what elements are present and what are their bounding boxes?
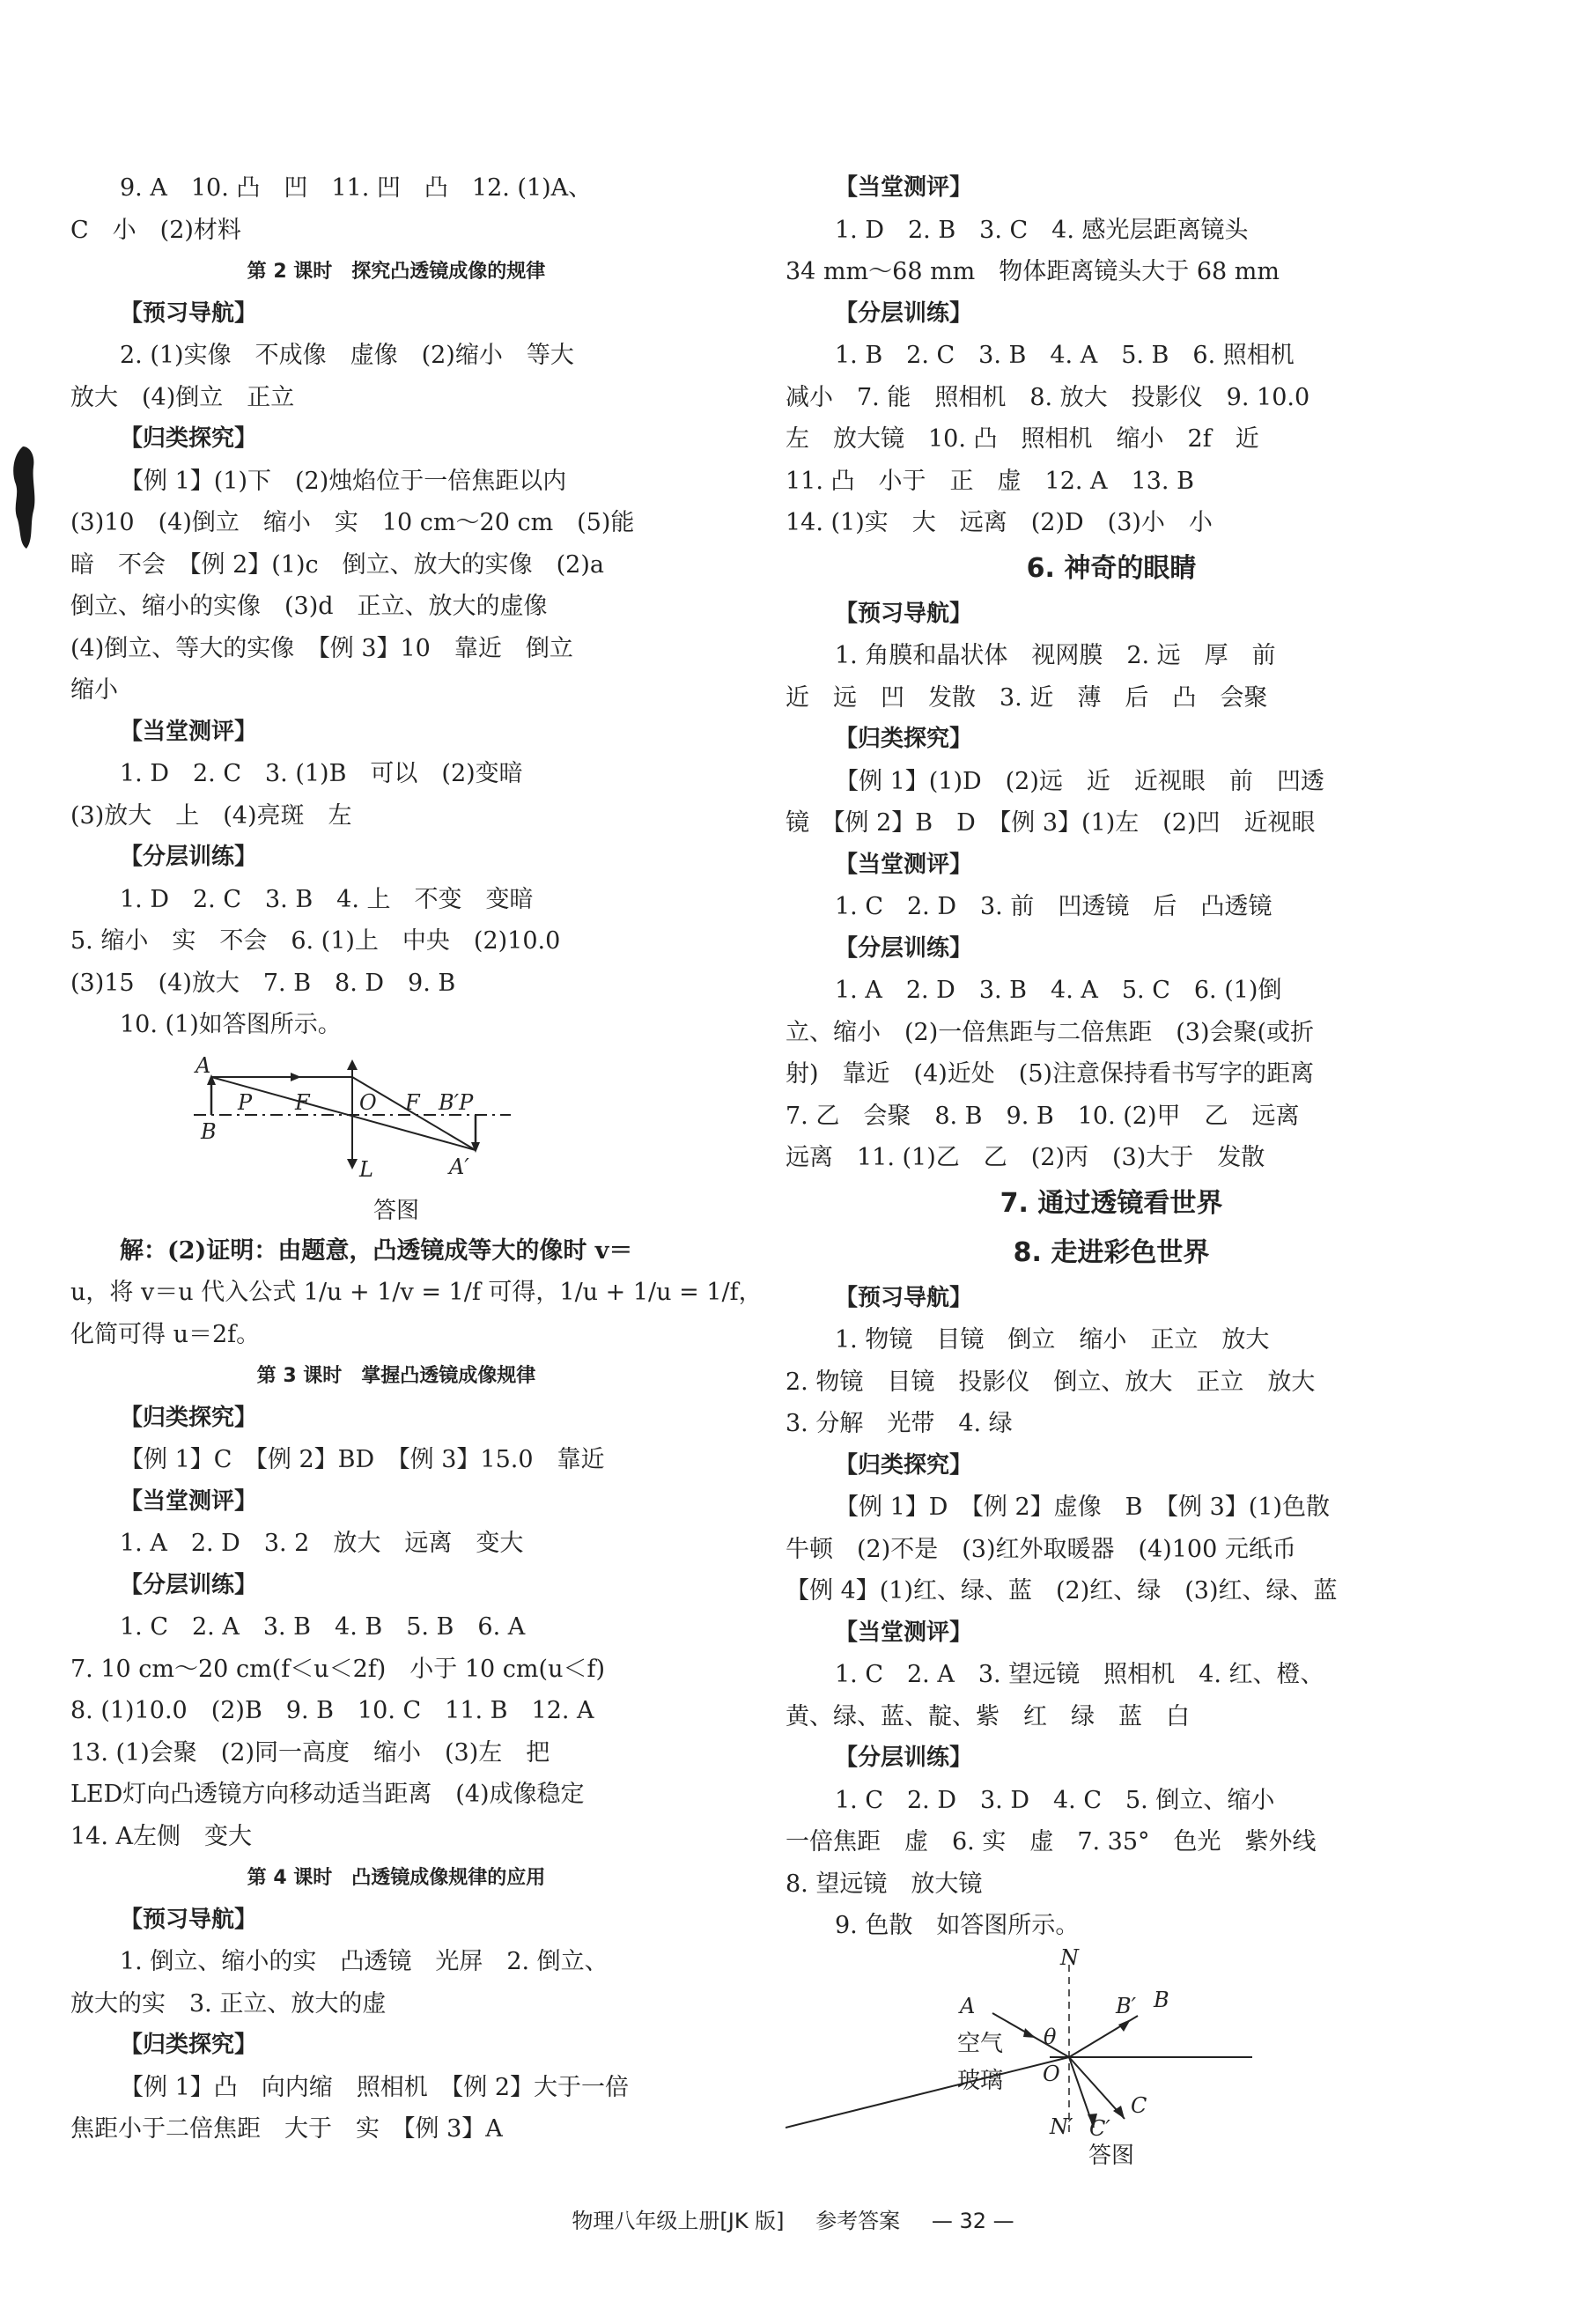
answer-line: 一倍焦距 虚 6. 实 虚 7. 35° 色光 紫外线	[786, 1828, 1317, 1856]
lesson-title: 第 2 课时 探究凸透镜成像的规律	[247, 261, 546, 283]
section-heading: 【预习导航】	[120, 1906, 258, 1933]
answer-line: C 小 (2)材料	[70, 216, 241, 244]
answer-line: 射) 靠近 (4)近处 (5)注意保持看书写字的距离	[786, 1060, 1315, 1088]
section-heading: 【分层训练】	[120, 1571, 258, 1598]
label-C-prime: C′	[1089, 2115, 1110, 2136]
section-heading: 【当堂测评】	[120, 1487, 258, 1515]
chapter-title: 8. 走进彩色世界	[1013, 1236, 1210, 1268]
answer-line: 牛顿 (2)不是 (3)红外取暖器 (4)100 元纸币	[786, 1535, 1296, 1563]
page-footer	[0, 2203, 1586, 2234]
answer-line: 暗 不会 【例 2】(1)c 倒立、放大的实像 (2)a	[70, 550, 604, 579]
figure-caption: 答图	[373, 1197, 419, 1224]
answer-line: 11. 凸 小于 正 虚 12. A 13. B	[786, 467, 1194, 495]
answer-line: 10. (1)如答图所示。	[120, 1011, 342, 1038]
answer-line: 减小 7. 能 照相机 8. 放大 投影仪 9. 10.0	[786, 383, 1310, 411]
section-heading: 【预习导航】	[120, 299, 258, 327]
section-heading: 【分层训练】	[835, 1745, 973, 1771]
chapter-title: 7. 通过透镜看世界	[1000, 1187, 1223, 1219]
footer-book-title: 物理八年级上册[JK 版]	[572, 2209, 785, 2233]
answer-line: 远离 11. (1)乙 乙 (2)丙 (3)大于 发散	[786, 1144, 1265, 1171]
answer-line: 7. 乙 会聚 8. B 9. B 10. (2)甲 乙 远离	[786, 1102, 1300, 1130]
answer-line: 黄、绿、蓝、靛、紫 红 绿 蓝 白	[786, 1702, 1190, 1730]
answer-line: (3)15 (4)放大 7. B 8. D 9. B	[70, 969, 456, 997]
answer-line: 1. D 2. C 3. B 4. 上 不变 变暗	[120, 885, 534, 913]
label-A: A	[195, 1052, 211, 1078]
section-heading: 【当堂测评】	[835, 174, 973, 201]
answer-line: 1. B 2. C 3. B 4. A 5. B 6. 照相机	[835, 342, 1295, 369]
section-heading: 【归类探究】	[120, 1404, 258, 1431]
label-N: N	[1060, 1946, 1079, 1970]
answer-line: 14. A左侧 变大	[70, 1822, 253, 1850]
answer-line: 近 远 凹 发散 3. 近 薄 后 凸 会聚	[786, 683, 1268, 712]
answer-line: 2. (1)实像 不成像 虚像 (2)缩小 等大	[120, 342, 574, 369]
refraction-dispersion-diagram	[786, 1947, 1437, 2136]
left-column	[70, 167, 763, 2151]
lesson-title: 第 4 课时 凸透镜成像规律的应用	[247, 1867, 546, 1889]
answer-line: 1. 倒立、缩小的实 凸透镜 光屏 2. 倒立、	[120, 1948, 609, 1975]
section-heading: 【预习导航】	[835, 1284, 973, 1311]
answer-line: 34 mm～68 mm 物体距离镜头大于 68 mm	[786, 258, 1280, 285]
label-theta: θ	[1044, 2024, 1057, 2049]
ink-smudge	[7, 445, 42, 550]
solution-line: u，将 v＝u 代入公式 1/u + 1/v = 1/f 可得，1/u + 1/u = 1/f，	[70, 1279, 763, 1306]
label-air: 空气	[957, 2030, 1004, 2057]
answer-line: 倒立、缩小的实像 (3)d 正立、放大的虚像	[70, 593, 548, 620]
footer-section: 参考答案	[815, 2209, 901, 2233]
answer-line: (3)放大 上 (4)亮斑 左	[70, 801, 352, 830]
answer-line: 5. 缩小 实 不会 6. (1)上 中央 (2)10.0	[70, 927, 561, 955]
label-A: A	[960, 1993, 976, 2018]
answer-line: LED灯向凸透镜方向移动适当距离 (4)成像稳定	[70, 1781, 585, 1808]
lesson-title: 第 3 课时 掌握凸透镜成像规律	[256, 1365, 536, 1387]
section-heading: 【归类探究】	[835, 726, 973, 752]
answer-line: 焦距小于二倍焦距 大于 实 【例 3】A	[70, 2115, 503, 2143]
section-heading: 【当堂测评】	[120, 718, 258, 745]
section-heading: 【分层训练】	[835, 299, 973, 327]
label-O: O	[1043, 2061, 1060, 2086]
answer-line: 1. A 2. D 3. 2 放大 远离 变大	[120, 1530, 524, 1557]
answer-line: 14. (1)实 大 远离 (2)D (3)小 小	[786, 509, 1213, 536]
answer-line: 3. 分解 光带 4. 绿	[786, 1410, 1013, 1437]
label-B: B	[201, 1118, 217, 1144]
answer-line: 【例 4】(1)红、绿、蓝 (2)红、绿 (3)红、绿、蓝	[786, 1577, 1338, 1605]
answer-line: 【例 1】凸 向内缩 照相机 【例 2】大于一倍	[120, 2073, 630, 2101]
answer-line: 9. 色散 如答图所示。	[835, 1912, 1080, 1939]
answer-line: 1. C 2. D 3. 前 凹透镜 后 凸透镜	[835, 893, 1272, 920]
answer-line: 1. C 2. A 3. 望远镜 照相机 4. 红、橙、	[835, 1661, 1324, 1688]
answer-line: 放大 (4)倒立 正立	[70, 383, 295, 411]
label-F-left: F	[295, 1089, 310, 1115]
section-heading: 【归类探究】	[120, 2032, 258, 2058]
section-heading: 【归类探究】	[835, 1451, 973, 1479]
answer-line: 2. 物镜 目镜 投影仪 倒立、放大 正立 放大	[786, 1368, 1316, 1396]
answer-line: 立、缩小 (2)一倍焦距与二倍焦距 (3)会聚(或折	[786, 1018, 1315, 1046]
figure-caption: 答图	[1088, 2142, 1134, 2169]
section-heading: 【当堂测评】	[835, 851, 973, 878]
label-O: O	[359, 1089, 377, 1115]
label-P: P	[238, 1089, 253, 1115]
answer-line: 【例 1】(1)D (2)远 近 近视眼 前 凹透	[835, 767, 1324, 795]
answer-line: 8. 望远镜 放大镜	[786, 1870, 983, 1898]
label-F-right: F	[405, 1089, 420, 1115]
answer-line: 【例 1】(1)下 (2)烛焰位于一倍焦距以内	[120, 467, 567, 495]
answer-line: 缩小	[70, 676, 118, 704]
answer-line: (4)倒立、等大的实像 【例 3】10 靠近 倒立	[70, 634, 573, 662]
answer-line: 1. 角膜和晶状体 视网膜 2. 远 厚 前	[835, 642, 1276, 669]
answer-line: 左 放大镜 10. 凸 照相机 缩小 2f 近	[786, 425, 1259, 453]
section-heading: 【当堂测评】	[835, 1619, 973, 1646]
answer-line: 1. C 2. D 3. D 4. C 5. 倒立、缩小	[835, 1786, 1275, 1814]
label-glass: 玻璃	[957, 2067, 1004, 2094]
answer-line: 放大的实 3. 正立、放大的虚	[70, 1989, 387, 2018]
section-heading: 【归类探究】	[120, 425, 258, 452]
answer-line: 【例 1】C 【例 2】BD 【例 3】15.0 靠近	[120, 1446, 605, 1473]
answer-line: 1. D 2. B 3. C 4. 感光层距离镜头	[835, 216, 1249, 244]
section-heading: 【分层训练】	[835, 934, 973, 962]
answer-line: 9. A 10. 凸 凹 11. 凹 凸 12. (1)A、	[120, 174, 593, 202]
answer-line: 1. C 2. A 3. B 4. B 5. B 6. A	[120, 1613, 526, 1641]
answer-line: 【例 1】D 【例 2】虚像 B 【例 3】(1)色散	[835, 1494, 1331, 1521]
label-C: C	[1131, 2092, 1147, 2118]
solution-line: 化简可得 u＝2f。	[70, 1320, 261, 1348]
answer-line: (3)10 (4)倒立 缩小 实 10 cm～20 cm (5)能	[70, 509, 635, 536]
answer-line: 1. D 2. C 3. (1)B 可以 (2)变暗	[120, 760, 523, 787]
answer-line: 8. (1)10.0 (2)B 9. B 10. C 11. B 12. A	[70, 1697, 594, 1724]
label-L: L	[359, 1156, 373, 1182]
label-B-prime: B′	[1116, 1993, 1137, 2018]
section-heading: 【预习导航】	[835, 600, 973, 627]
label-B: B	[1154, 1987, 1169, 2012]
chapter-title: 6. 神奇的眼睛	[1026, 552, 1197, 584]
answer-line: 7. 10 cm～20 cm(f＜u＜2f) 小于 10 cm(u＜f)	[70, 1655, 605, 1683]
answer-line: 13. (1)会聚 (2)同一高度 缩小 (3)左 把	[70, 1738, 550, 1767]
label-N-prime: N′	[1050, 2114, 1073, 2136]
answer-line: 镜 【例 2】B D 【例 3】(1)左 (2)凹 近视眼	[786, 809, 1316, 837]
section-heading: 【分层训练】	[120, 844, 258, 870]
solution-line: 解：(2)证明：由题意，凸透镜成等大的像时 v＝	[120, 1236, 633, 1265]
answer-line: 1. 物镜 目镜 倒立 缩小 正立 放大	[835, 1326, 1270, 1354]
right-column	[786, 167, 1437, 2175]
lens-ray-diagram	[70, 1046, 722, 1192]
label-B-prime-P: B′P	[439, 1089, 474, 1115]
label-A-prime: A′	[449, 1154, 469, 1179]
answer-line: 1. A 2. D 3. B 4. A 5. C 6. (1)倒	[835, 977, 1282, 1004]
page-number: — 32 —	[931, 2209, 1014, 2233]
